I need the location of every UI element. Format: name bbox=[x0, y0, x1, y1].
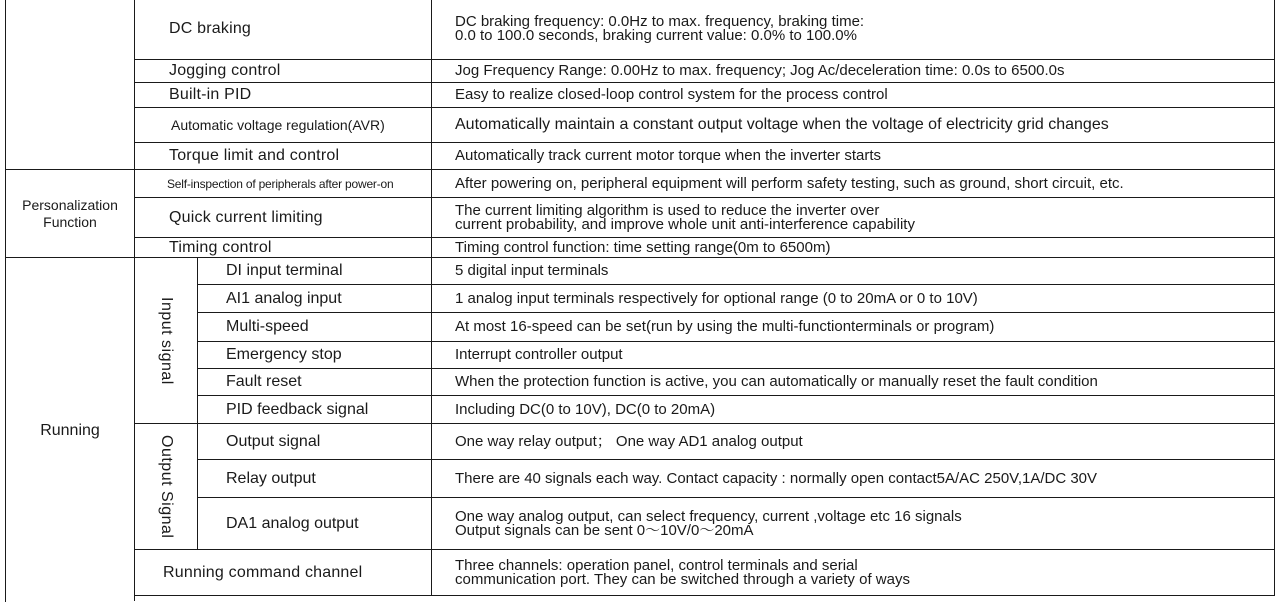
row-desc-da1-output: One way analog output, can select frequency, current ,voltage etc 16 signals Output signals can be sent 0～10V/0～20mA bbox=[431, 497, 1275, 549]
row-desc-pid: Easy to realize closed-loop control system for the process control bbox=[431, 82, 1275, 107]
row-desc-quick-current: The current limiting algorithm is used to reduce the inverter over current probability, and improve whole unit anti-interference capability bbox=[431, 197, 1275, 237]
category-personalization: Personalization Function bbox=[5, 169, 134, 257]
row-name-emergency-stop: Emergency stop bbox=[197, 341, 431, 368]
row-name-timing: Timing control bbox=[134, 237, 431, 257]
row-name-di-input: DI input terminal bbox=[197, 257, 431, 284]
row-desc-self-inspection: After powering on, peripheral equipment will perform safety testing, such as ground, short circuit, etc. bbox=[431, 169, 1275, 197]
row-name-pid: Built-in PID bbox=[134, 82, 431, 107]
row-desc-timing: Timing control function: time setting range(0m to 6500m) bbox=[431, 237, 1275, 257]
group-output-signal bbox=[134, 423, 197, 549]
row-name-avr: Automatic voltage regulation(AVR) bbox=[134, 107, 431, 142]
row-desc-emergency-stop: Interrupt controller output bbox=[431, 341, 1275, 368]
category-control-blank bbox=[5, 0, 134, 169]
group-input-signal-label: Input signal bbox=[158, 296, 175, 385]
row-name-output-signal: Output signal bbox=[197, 423, 431, 459]
group-input-signal bbox=[134, 257, 197, 423]
row-name-running-command: Running command channel bbox=[134, 549, 431, 595]
row-name-quick-current: Quick current limiting bbox=[134, 197, 431, 237]
row-desc-di-input: 5 digital input terminals bbox=[431, 257, 1275, 284]
row-desc-output-signal: One way relay output； One way AD1 analog output bbox=[431, 423, 1275, 459]
group-output-signal-label: Output Signal bbox=[158, 434, 175, 539]
row-name-self-inspection: Self-inspection of peripherals after power-on bbox=[134, 169, 431, 197]
row-desc-avr: Automatically maintain a constant output voltage when the voltage of electricity grid changes bbox=[431, 107, 1275, 142]
row-name-torque: Torque limit and control bbox=[134, 142, 431, 169]
row-name-pid-feedback: PID feedback signal bbox=[197, 395, 431, 423]
row-name-da1-output: DA1 analog output bbox=[197, 497, 431, 549]
row-desc-fault-reset: When the protection function is active, you can automatically or manually reset the fault condition bbox=[431, 368, 1275, 395]
row-name-fault-reset: Fault reset bbox=[197, 368, 431, 395]
row-name-dc-braking: DC braking bbox=[134, 0, 431, 59]
row-name-jogging: Jogging control bbox=[134, 59, 431, 82]
row-desc-pid-feedback: Including DC(0 to 10V), DC(0 to 20mA) bbox=[431, 395, 1275, 423]
row-desc-relay-output: There are 40 signals each way. Contact capacity : normally open contact5A/AC 250V,1A/DC 30V bbox=[431, 459, 1275, 497]
row-desc-running-command: Three channels: operation panel, control terminals and serial communication port. They can be switched through a variety of ways bbox=[431, 549, 1275, 595]
row-desc-ai1-input: 1 analog input terminals respectively for optional range (0 to 20mA or 0 to 10V) bbox=[431, 284, 1275, 312]
row-name-relay-output: Relay output bbox=[197, 459, 431, 497]
row-desc-torque: Automatically track current motor torque when the inverter starts bbox=[431, 142, 1275, 169]
row-desc-multi-speed: At most 16-speed can be set(run by using the multi-functionterminals or program) bbox=[431, 312, 1275, 341]
row-desc-jogging: Jog Frequency Range: 0.00Hz to max. frequency; Jog Ac/deceleration time: 0.0s to 6500.0s bbox=[431, 59, 1275, 82]
row-name-ai1-input: AI1 analog input bbox=[197, 284, 431, 312]
row-desc-dc-braking: DC braking frequency: 0.0Hz to max. frequency, braking time: 0.0 to 100.0 seconds, braking current value: 0.0% to 100.0% bbox=[431, 0, 1275, 59]
category-running: Running bbox=[5, 257, 134, 602]
row-name-multi-speed: Multi-speed bbox=[197, 312, 431, 341]
